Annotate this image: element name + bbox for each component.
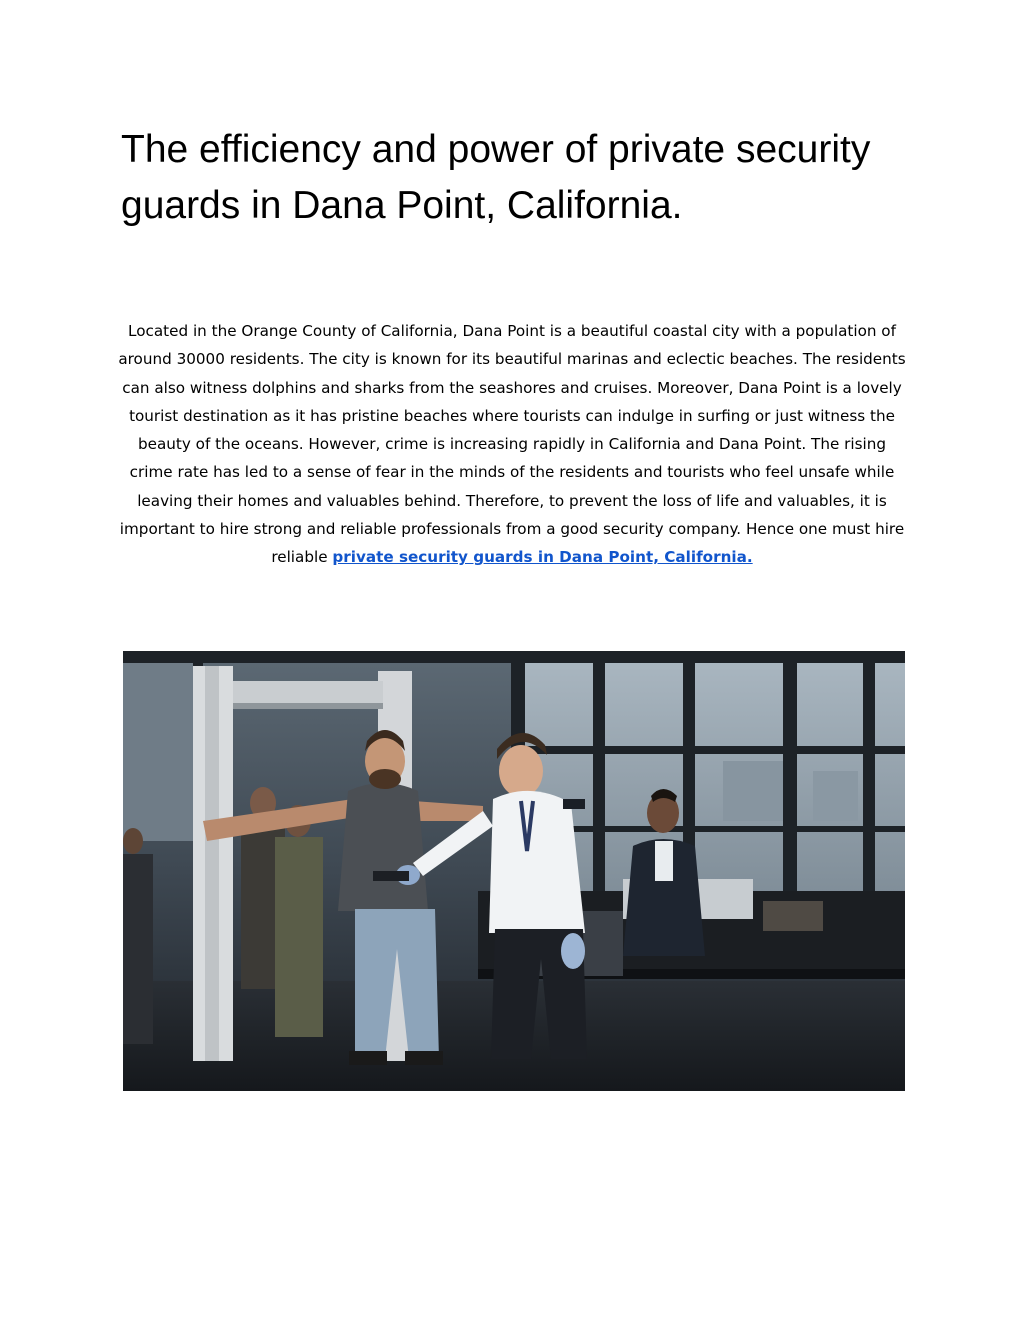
security-checkpoint-photo [123, 651, 905, 1091]
private-security-link[interactable]: private security guards in Dana Point, California. [332, 548, 753, 567]
document-title: The efficiency and power of private security guards in Dana Point, California. [121, 128, 871, 227]
photo-illustration [123, 651, 905, 1091]
body-paragraph [118, 317, 906, 572]
paragraph-text: Located in the Orange County of California, Dana Point is a beautiful coastal city with a population of around 30000 residents. The city is known for its beautiful marinas and eclectic beaches. The residents can also witness dolphins and sharks from the seashores and cruises. Moreover, Dana Point is a lovely tourist destination as it has pristine beaches where tourists can indulge in surfing or just witness the beauty of the oceans. However, crime is increasing rapidly in California and Dana Point. The rising crime rate has led to a sense of fear in the minds of the residents and tourists who feel unsafe while leaving their homes and valuables behind. Therefore, to prevent the loss of life and valuables, it is important to hire strong and reliable professionals from a good security company. Hence one must hire reliable [118, 322, 906, 567]
